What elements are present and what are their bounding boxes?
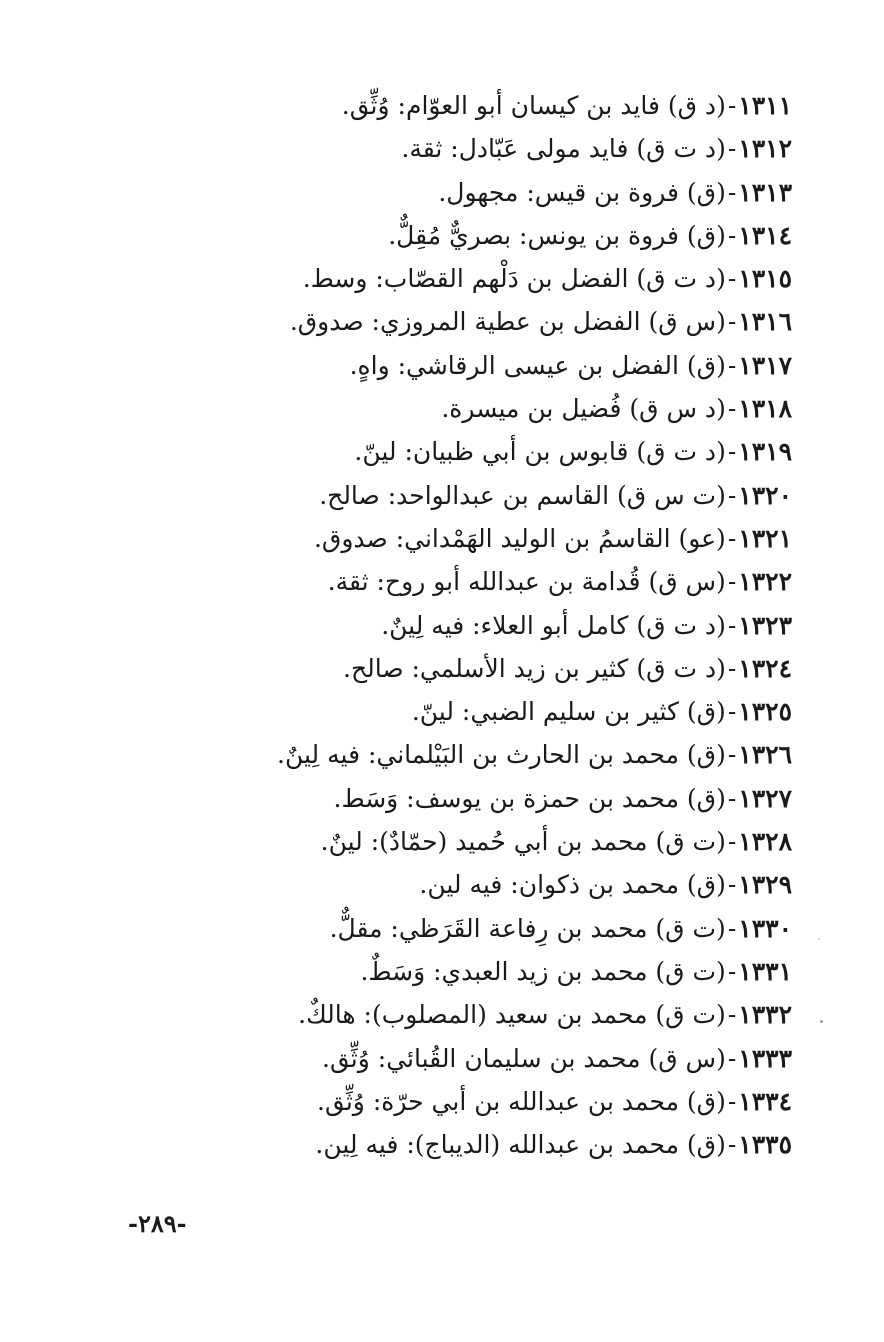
entry-number: ١٣١٨ (738, 394, 792, 424)
entry-row (172, 560, 792, 603)
entry-row (172, 604, 792, 647)
entry-number: ١٣١١ (738, 91, 792, 120)
entry-row (172, 474, 792, 517)
entry-number: ١٣١٢ (738, 134, 792, 164)
entry-number: ١٣٣٣ (738, 1043, 792, 1073)
entry-number: ١٣٢٩ (738, 870, 792, 900)
entry-separator: - (727, 1000, 737, 1030)
entry-row (172, 1123, 792, 1166)
entry-row (172, 387, 792, 430)
entry-separator: - (727, 437, 737, 467)
entry-separator: - (727, 567, 737, 597)
entry-separator: - (727, 610, 737, 640)
entry-separator: - (727, 523, 737, 553)
entry-text: (ت ق) محمد بن رِفاعة القَرَظي: مقلٌّ. (329, 913, 726, 943)
entry-separator: - (727, 653, 737, 683)
entry-separator: - (727, 394, 737, 424)
entry-number: ١٣٢٢ (738, 567, 792, 597)
entry-text: (ق) محمد بن الحارث بن البَيْلماني: فيه لِينٌ. (277, 740, 726, 770)
entry-number: ١٣١٥ (738, 264, 792, 294)
entry-row (172, 84, 792, 127)
entry-row (172, 214, 792, 257)
entry-row (172, 820, 792, 863)
entry-number: ١٣٢٦ (738, 740, 792, 770)
entry-row (172, 1080, 792, 1123)
entry-text: (د س ق) فُضيل بن ميسرة. (441, 394, 726, 424)
entry-text: (ق) محمد بن عبدالله (الديباج): فيه لِين. (315, 1130, 726, 1160)
entry-list (172, 84, 792, 1166)
entry-number: ١٣٢٥ (738, 697, 792, 727)
entry-number: ١٣٣٤ (738, 1086, 792, 1116)
entry-row (172, 430, 792, 473)
entry-row (172, 733, 792, 776)
entry-text: (د ت ق) الفضل بن دَلْهم القصّاب: وسط. (302, 264, 726, 294)
entry-separator: - (727, 827, 737, 857)
entry-text: (ق) كثير بن سليم الضبي: لينّ. (411, 697, 726, 727)
entry-text: (د ت ق) كامل أبو العلاء: فيه لِينٌ. (381, 610, 726, 640)
entry-number: ١٣٢٧ (738, 783, 792, 813)
entry-separator: - (727, 783, 737, 813)
entry-text: (د ت ق) فايد مولى عَبّادل: ثقة. (401, 134, 726, 164)
entry-number: ١٣٢٤ (738, 653, 792, 683)
entry-row (172, 517, 792, 560)
entry-text: (ق) الفضل بن عيسى الرقاشي: واهٍ. (349, 350, 726, 380)
entry-number: ١٣٣٠ (738, 913, 792, 943)
entry-separator: - (727, 1086, 737, 1116)
entry-separator: - (727, 913, 737, 943)
entry-row (172, 647, 792, 690)
entry-row (172, 993, 792, 1036)
entry-number: ١٣٢٣ (738, 610, 792, 640)
entry-row (172, 1037, 792, 1080)
entry-text: (ت ق) محمد بن سعيد (المصلوب): هالكٌ. (298, 1000, 726, 1030)
entry-number: ١٣١٩ (738, 437, 792, 467)
entry-separator: - (727, 134, 737, 164)
entry-separator: - (727, 740, 737, 770)
entry-separator: - (727, 220, 737, 250)
page-number: -٢٨٩- (128, 1209, 187, 1238)
entry-number: ١٣١٦ (738, 307, 792, 337)
entry-separator: - (727, 870, 737, 900)
entry-text: (د ت ق) كثير بن زيد الأسلمي: صالح. (343, 653, 726, 683)
entry-number: ١٣٣٢ (738, 1000, 792, 1030)
entry-row (172, 344, 792, 387)
entry-text: (ق) محمد بن ذكوان: فيه لين. (419, 870, 726, 900)
entry-row (172, 907, 792, 950)
entry-row (172, 127, 792, 170)
entry-text: (س ق) محمد بن سليمان القُبائي: وُثِّق. (322, 1043, 726, 1073)
entry-number: ١٣١٧ (738, 350, 792, 380)
scan-speck (820, 1020, 823, 1023)
entry-text: (س ق) قُدامة بن عبدالله أبو روح: ثقة. (327, 567, 726, 597)
entry-text: (ق) فروة بن يونس: بصريٌّ مُقِلٌّ. (388, 220, 726, 250)
entry-row (172, 690, 792, 733)
entry-row (172, 257, 792, 300)
entry-separator: - (727, 697, 737, 727)
entry-separator: - (727, 1130, 737, 1160)
entry-number: ١٣٢١ (738, 523, 792, 553)
entry-separator: - (727, 956, 737, 986)
entry-number: ١٣٣٥ (738, 1130, 792, 1160)
entry-number: ١٣٢٨ (738, 827, 792, 857)
entry-separator: - (727, 264, 737, 294)
entry-text: (ق) فروة بن قيس: مجهول. (438, 177, 726, 207)
entry-row (172, 777, 792, 820)
entry-row (172, 950, 792, 993)
scan-speck (818, 938, 820, 940)
entry-separator: - (727, 307, 737, 337)
entry-text: (د ق) فايد بن كيسان أبو العوّام: وُثِّق. (341, 91, 726, 120)
entry-text: (ت ق) محمد بن زيد العبدي: وَسَطٌ. (360, 956, 726, 986)
entry-number: ١٣٢٠ (738, 480, 792, 510)
entry-text: (س ق) الفضل بن عطية المروزي: صدوق. (289, 307, 726, 337)
entry-text: (ق) محمد بن عبدالله بن أبي حرّة: وُثِّق. (317, 1086, 726, 1116)
entry-separator: - (727, 177, 737, 207)
entry-text: (عو) القاسمُ بن الوليد الهَمْداني: صدوق. (313, 523, 726, 553)
entry-separator: - (727, 1043, 737, 1073)
entry-text: (ق) محمد بن حمزة بن يوسف: وَسَط. (333, 783, 726, 813)
entry-separator: - (727, 350, 737, 380)
entry-row (172, 300, 792, 343)
entry-row (172, 171, 792, 214)
entry-text: (ت س ق) القاسم بن عبدالواحد: صالح. (319, 480, 726, 510)
entry-number: ١٣٣١ (738, 956, 792, 986)
entry-text: (د ت ق) قابوس بن أبي ظبيان: لينّ. (354, 437, 726, 467)
entry-number: ١٣١٣ (738, 177, 792, 207)
entry-number: ١٣١٤ (738, 220, 792, 250)
entry-separator: - (727, 480, 737, 510)
entry-separator: - (727, 91, 737, 120)
entry-row (172, 863, 792, 906)
entry-text: (ت ق) محمد بن أبي حُميد (حمّادٌ): لينٌ. (320, 827, 726, 857)
